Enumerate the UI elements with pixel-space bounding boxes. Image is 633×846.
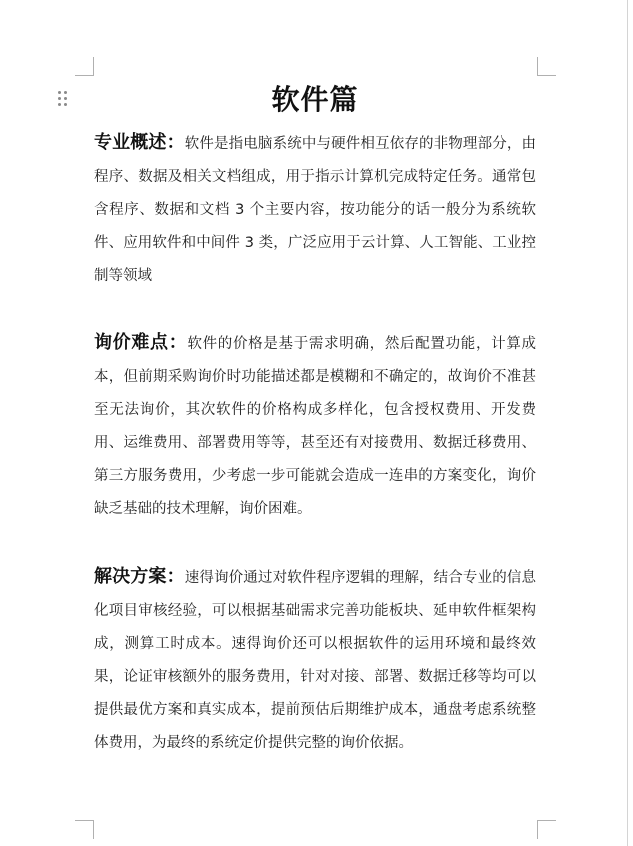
- document-title: 软件篇: [271, 83, 359, 116]
- section-pricing-difficulty: [94, 326, 536, 526]
- drag-handle-icon[interactable]: [58, 91, 68, 107]
- section-body: 软件的价格是基于需求明确，然后配置功能，计算成本，但前期采购询价时功能描述都是模糊和不确定的，故询价不准甚至无法询价，其次软件的价格构成多样化，包含授权费用、开发费用、运维费用、部署费用等等，甚至还有对接费用、数据迁移费用、第三方服务费用，少考虑一步可能就会造成一连串的方案变化，询价缺乏基础的技术理解，询价困难。: [94, 336, 537, 517]
- margin-corner-bottom-left: [75, 820, 94, 839]
- section-body: 软件是指电脑系统中与硬件相互依存的非物理部分，由程序、数据及相关文档组成，用于指示计算机完成特定任务。通常包含程序、数据和文档 3 个主要内容，按功能分的话一般分为系统软件、应用软件和中间件 3 类，广泛应用于云计算、人工智能、工业控制等领域: [94, 136, 537, 284]
- section-overview: [94, 126, 536, 293]
- section-heading: 询价难点：: [94, 332, 188, 353]
- section-heading: 专业概述：: [94, 132, 185, 153]
- page-edge-line: [627, 0, 628, 846]
- section-heading: 解决方案：: [94, 566, 185, 587]
- section-body: 速得询价通过对软件程序逻辑的理解，结合专业的信息化项目审核经验，可以根据基础需求完善功能板块、延申软件框架构成，测算工时成本。速得询价还可以根据软件的运用环境和最终效果，论证审核额外的服务费用，针对对接、部署、数据迁移等均可以提供最优方案和真实成本，提前预估后期维护成本，通盘考虑系统整体费用，为最终的系统定价提供完整的询价依据。: [94, 570, 537, 751]
- margin-corner-top-left: [75, 57, 94, 76]
- margin-corner-top-right: [537, 57, 556, 76]
- section-solution: [94, 560, 536, 760]
- margin-corner-bottom-right: [537, 820, 556, 839]
